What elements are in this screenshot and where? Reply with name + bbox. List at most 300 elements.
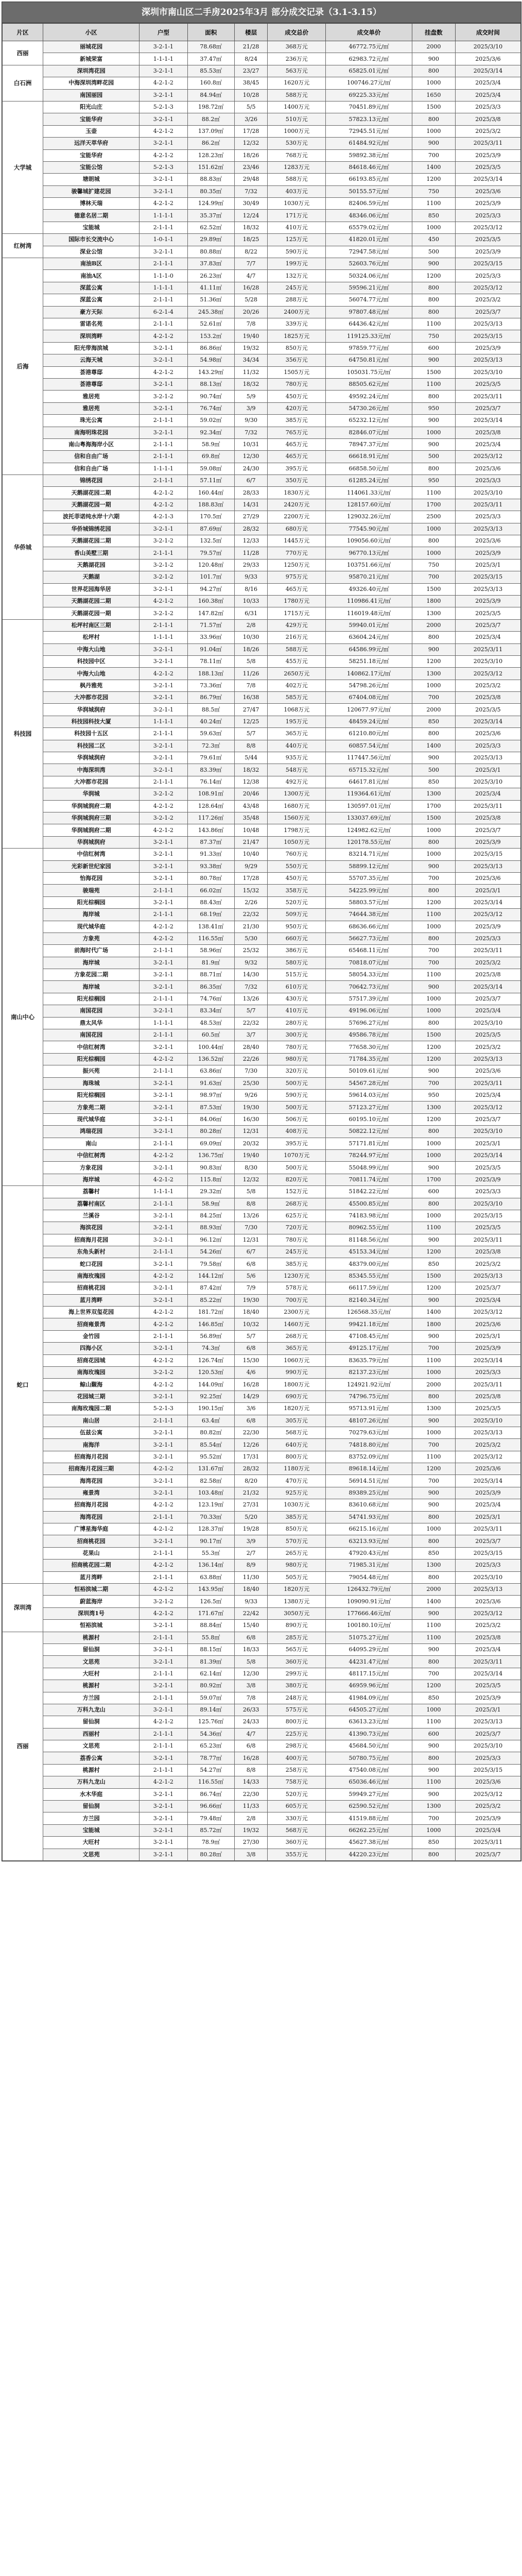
total-price-cell: 430万元: [268, 993, 326, 1005]
table-row: [3, 306, 521, 318]
deal-date-cell: 2025/3/8: [455, 692, 520, 704]
listings-cell: 1500: [412, 812, 455, 824]
table-row: [3, 885, 521, 896]
unit-price-cell: 50109.61元/㎡: [326, 1065, 412, 1077]
unit-price-cell: 61210.80元/㎡: [326, 728, 412, 740]
community-cell: 信和自由广场: [43, 451, 140, 463]
size-cell: 58.9㎡: [187, 1198, 234, 1210]
community-cell: 海湾花园: [43, 1511, 140, 1523]
total-price-cell: 245万元: [268, 1246, 326, 1258]
community-cell: 桃源村: [43, 1632, 140, 1643]
listings-cell: 1000: [412, 1138, 455, 1149]
listings-cell: 1800: [412, 595, 455, 607]
deal-date-cell: 2025/3/9: [455, 1343, 520, 1354]
total-price-cell: 455万元: [268, 655, 326, 667]
total-price-cell: 509万元: [268, 909, 326, 921]
table-row: [3, 378, 521, 390]
size-cell: 171.67㎡: [187, 1607, 234, 1619]
table-row: [3, 1607, 521, 1619]
table-row: [3, 77, 521, 89]
table-row: [3, 740, 521, 752]
table-row: [3, 499, 521, 511]
table-row: [3, 1113, 521, 1125]
deal-date-cell: 2025/3/9: [455, 149, 520, 161]
unit-price-cell: 64095.29元/㎡: [326, 1643, 412, 1655]
deal-date-cell: 2025/3/15: [455, 1210, 520, 1222]
deal-date-cell: 2025/3/8: [455, 1246, 520, 1258]
unit-price-cell: 97859.77元/㎡: [326, 342, 412, 354]
table-row: [3, 1824, 521, 1836]
floor-cell: 9/26: [234, 1089, 268, 1101]
unit-price-cell: 65468.11元/㎡: [326, 945, 412, 957]
total-price-cell: 199万元: [268, 258, 326, 270]
deal-date-cell: 2025/3/15: [455, 1547, 520, 1559]
deal-date-cell: 2025/3/4: [455, 1294, 520, 1306]
community-cell: 豪方天际: [43, 306, 140, 318]
listings-cell: 900: [412, 438, 455, 450]
deal-date-cell: 2025/3/15: [455, 571, 520, 583]
total-price-cell: 1283万元: [268, 161, 326, 173]
listings-cell: 900: [412, 1764, 455, 1776]
deal-date-cell: 2025/3/9: [455, 1812, 520, 1824]
floor-cell: 17/31: [234, 1451, 268, 1463]
table-row: [3, 1439, 521, 1451]
size-cell: 79.61㎡: [187, 752, 234, 764]
total-price-cell: 429万元: [268, 619, 326, 631]
table-body: [3, 41, 521, 1861]
table-row: [3, 704, 521, 716]
table-row: [3, 294, 521, 306]
layout-cell: 4-2-1-2: [140, 1379, 188, 1391]
floor-cell: 8/22: [234, 246, 268, 258]
unit-price-cell: 80962.55元/㎡: [326, 1222, 412, 1234]
size-cell: 80.35㎡: [187, 185, 234, 197]
deal-date-cell: 2025/3/5: [455, 607, 520, 619]
listings-cell: 900: [412, 354, 455, 366]
community-cell: 南海明珠花园: [43, 427, 140, 438]
table-row: [3, 1318, 521, 1330]
unit-price-cell: 59596.21元/㎡: [326, 282, 412, 294]
floor-cell: 20/26: [234, 306, 268, 318]
community-cell: 云海天城: [43, 354, 140, 366]
layout-cell: 2-1-1-1: [140, 222, 188, 233]
transaction-sheet: [2, 2, 521, 1861]
table-row: [3, 511, 521, 523]
listings-cell: 1000: [412, 824, 455, 836]
table-row: [3, 270, 521, 282]
size-cell: 124.99㎡: [187, 198, 234, 210]
layout-cell: 2-1-1-1: [140, 993, 188, 1005]
total-price-cell: 403万元: [268, 185, 326, 197]
floor-cell: 27/29: [234, 511, 268, 523]
unit-price-cell: 41984.09元/㎡: [326, 1692, 412, 1704]
total-price-cell: 515万元: [268, 969, 326, 981]
layout-cell: 2-1-1-1: [140, 1138, 188, 1149]
size-cell: 57.11㎡: [187, 475, 234, 487]
community-cell: 阳光山庄: [43, 101, 140, 113]
total-price-cell: 780万元: [268, 378, 326, 390]
deal-date-cell: 2025/3/13: [455, 318, 520, 330]
size-cell: 59.02㎡: [187, 415, 234, 427]
floor-cell: 22/30: [234, 1788, 268, 1800]
size-cell: 70.33㎡: [187, 1511, 234, 1523]
size-cell: 83.39㎡: [187, 764, 234, 776]
floor-cell: 6/7: [234, 475, 268, 487]
unit-price-cell: 103751.66元/㎡: [326, 559, 412, 571]
deal-date-cell: 2025/3/2: [455, 1439, 520, 1451]
layout-cell: 4-2-1-2: [140, 1149, 188, 1161]
size-cell: 89.14㎡: [187, 1704, 234, 1716]
size-cell: 160.8㎡: [187, 77, 234, 89]
floor-cell: 16/38: [234, 692, 268, 704]
deal-date-cell: 2025/3/10: [455, 1740, 520, 1752]
deal-date-cell: 2025/3/10: [455, 776, 520, 788]
listings-cell: 850: [412, 1692, 455, 1704]
table-row: [3, 716, 521, 727]
listings-cell: 1000: [412, 993, 455, 1005]
community-cell: 大旺村: [43, 1668, 140, 1680]
table-row: [3, 595, 521, 607]
layout-cell: 3-2-1-1: [140, 1041, 188, 1053]
unit-price-cell: 56074.77元/㎡: [326, 294, 412, 306]
community-cell: 天鹅湖花园二期: [43, 535, 140, 547]
deal-date-cell: 2025/3/9: [455, 1487, 520, 1499]
community-cell: 文思苑: [43, 1740, 140, 1752]
deal-date-cell: 2025/3/3: [455, 101, 520, 113]
layout-cell: 3-2-1-1: [140, 1801, 188, 1812]
total-price-cell: 299万元: [268, 1668, 326, 1680]
floor-cell: 29/33: [234, 559, 268, 571]
table-row: [3, 342, 521, 354]
community-cell: 大旺村: [43, 1837, 140, 1849]
unit-price-cell: 83752.09元/㎡: [326, 1451, 412, 1463]
size-cell: 144.12㎡: [187, 1270, 234, 1282]
floor-cell: 9/30: [234, 415, 268, 427]
floor-cell: 13/26: [234, 993, 268, 1005]
layout-cell: 3-2-1-1: [140, 849, 188, 860]
area-cell: 南山中心: [3, 849, 43, 1186]
size-cell: 136.75㎡: [187, 1149, 234, 1161]
deal-date-cell: 2025/3/4: [455, 77, 520, 89]
floor-cell: 10/30: [234, 632, 268, 643]
community-cell: 中信红树湾: [43, 1041, 140, 1053]
deal-date-cell: 2025/3/14: [455, 65, 520, 77]
listings-cell: 900: [412, 1162, 455, 1174]
community-cell: 锦绣花园: [43, 475, 140, 487]
floor-cell: 22/42: [234, 1607, 268, 1619]
listings-cell: 900: [412, 752, 455, 764]
community-cell: 宝能城: [43, 1824, 140, 1836]
community-cell: 珠光公寓: [43, 415, 140, 427]
community-cell: 蔚蓝海岸: [43, 1596, 140, 1607]
deal-date-cell: 2025/3/1: [455, 1330, 520, 1342]
floor-cell: 7/8: [234, 318, 268, 330]
table-row: [3, 1596, 521, 1607]
total-price-cell: 395万元: [268, 1138, 326, 1149]
deal-date-cell: 2025/3/4: [455, 1089, 520, 1101]
deal-date-cell: 2025/3/6: [455, 463, 520, 474]
floor-cell: 10/48: [234, 824, 268, 836]
community-cell: 方象苑: [43, 933, 140, 944]
community-cell: 方象花园: [43, 1162, 140, 1174]
size-cell: 29.89㎡: [187, 234, 234, 246]
table-row: [3, 1475, 521, 1487]
table-row: [3, 1643, 521, 1655]
floor-cell: 29/48: [234, 174, 268, 185]
listings-cell: 800: [412, 1511, 455, 1523]
size-cell: 63.88㎡: [187, 1571, 234, 1583]
table-row: [3, 547, 521, 559]
deal-date-cell: 2025/3/14: [455, 1354, 520, 1366]
community-cell: 科技园十五区: [43, 728, 140, 740]
header-layout: 户型: [140, 24, 188, 41]
deal-date-cell: 2025/3/3: [455, 1560, 520, 1571]
layout-cell: 4-2-1-2: [140, 1318, 188, 1330]
deal-date-cell: 2025/3/10: [455, 1415, 520, 1427]
community-cell: 香山美墅三期: [43, 547, 140, 559]
listings-cell: 1000: [412, 921, 455, 933]
size-cell: 71.57㎡: [187, 619, 234, 631]
layout-cell: 4-2-1-2: [140, 125, 188, 137]
floor-cell: 8/30: [234, 1162, 268, 1174]
layout-cell: 3-2-1-1: [140, 969, 188, 981]
unit-price-cell: 128157.60元/㎡: [326, 499, 412, 511]
floor-cell: 3/6: [234, 1403, 268, 1415]
community-cell: 宝能城: [43, 222, 140, 233]
community-cell: 海岸城: [43, 957, 140, 969]
unit-price-cell: 96770.13元/㎡: [326, 547, 412, 559]
table-row: [3, 1752, 521, 1764]
layout-cell: 3-2-1-1: [140, 1656, 188, 1668]
unit-price-cell: 63213.93元/㎡: [326, 1535, 412, 1547]
unit-price-cell: 48459.24元/㎡: [326, 716, 412, 727]
listings-cell: 1400: [412, 161, 455, 173]
layout-cell: 3-2-1-2: [140, 607, 188, 619]
community-cell: 松坪村南区三期: [43, 619, 140, 631]
floor-cell: 19/32: [234, 342, 268, 354]
table-row: [3, 1126, 521, 1138]
community-cell: 文思苑: [43, 1849, 140, 1860]
listings-cell: 1300: [412, 1403, 455, 1415]
table-row: [3, 149, 521, 161]
table-row: [3, 1463, 521, 1475]
unit-price-cell: 50324.06元/㎡: [326, 270, 412, 282]
layout-cell: 3-2-1-2: [140, 391, 188, 402]
unit-price-cell: 56627.73元/㎡: [326, 933, 412, 944]
total-price-cell: 510万元: [268, 113, 326, 125]
total-price-cell: 500万元: [268, 1077, 326, 1089]
total-price-cell: 1680万元: [268, 800, 326, 812]
unit-price-cell: 97807.48元/㎡: [326, 306, 412, 318]
table-row: [3, 1294, 521, 1306]
listings-cell: 750: [412, 330, 455, 342]
layout-cell: 3-2-1-1: [140, 1620, 188, 1632]
total-price-cell: 2420万元: [268, 499, 326, 511]
community-cell: 阳光棕榈园: [43, 1089, 140, 1101]
table-row: [3, 1499, 521, 1511]
community-cell: 留仙洞: [43, 1643, 140, 1655]
listings-cell: 1500: [412, 583, 455, 595]
deal-date-cell: 2025/3/8: [455, 1632, 520, 1643]
listings-cell: 1000: [412, 125, 455, 137]
community-cell: 华润城润府二期: [43, 824, 140, 836]
floor-cell: 18/26: [234, 149, 268, 161]
size-cell: 88.43㎡: [187, 896, 234, 908]
unit-price-cell: 64617.81元/㎡: [326, 776, 412, 788]
listings-cell: 900: [412, 1487, 455, 1499]
table-row: [3, 1692, 521, 1704]
community-cell: 蓝月湾畔: [43, 1571, 140, 1583]
table-row: [3, 185, 521, 197]
deal-date-cell: 2025/3/5: [455, 1162, 520, 1174]
unit-price-cell: 77658.30元/㎡: [326, 1041, 412, 1053]
deal-date-cell: 2025/3/8: [455, 812, 520, 824]
deal-date-cell: 2025/3/6: [455, 1065, 520, 1077]
floor-cell: 6/8: [234, 1343, 268, 1354]
size-cell: 126.5㎡: [187, 1596, 234, 1607]
layout-cell: 3-2-1-1: [140, 836, 188, 848]
table-row: [3, 668, 521, 680]
layout-cell: 3-2-1-1: [140, 1222, 188, 1234]
unit-price-cell: 77545.90元/㎡: [326, 523, 412, 535]
listings-cell: 800: [412, 113, 455, 125]
unit-price-cell: 45153.34元/㎡: [326, 1246, 412, 1258]
size-cell: 79.48㎡: [187, 1812, 234, 1824]
table-row: [3, 174, 521, 185]
size-cell: 160.44㎡: [187, 487, 234, 499]
listings-cell: 800: [412, 1198, 455, 1210]
listings-cell: 1700: [412, 1174, 455, 1185]
unit-price-cell: 70811.74元/㎡: [326, 1174, 412, 1185]
unit-price-cell: 68636.66元/㎡: [326, 921, 412, 933]
unit-price-cell: 63613.23元/㎡: [326, 1716, 412, 1728]
floor-cell: 30/49: [234, 198, 268, 210]
listings-cell: 800: [412, 65, 455, 77]
header-total-price: 成交总价: [268, 24, 326, 41]
listings-cell: 1000: [412, 680, 455, 691]
listings-cell: 1000: [412, 547, 455, 559]
table-row: [3, 1041, 521, 1053]
deal-date-cell: 2025/3/15: [455, 1764, 520, 1776]
floor-cell: 3/8: [234, 1849, 268, 1860]
layout-cell: 3-2-1-1: [140, 113, 188, 125]
unit-price-cell: 55707.35元/㎡: [326, 872, 412, 884]
table-row: [3, 969, 521, 981]
total-price-cell: 492万元: [268, 776, 326, 788]
layout-cell: 2-1-1-1: [140, 1668, 188, 1680]
table-row: [3, 655, 521, 667]
layout-cell: 3-2-1-1: [140, 378, 188, 390]
community-cell: 深圳湾畔: [43, 330, 140, 342]
listings-cell: 1100: [412, 318, 455, 330]
total-price-cell: 610万元: [268, 981, 326, 993]
unit-price-cell: 124921.92元/㎡: [326, 1379, 412, 1391]
floor-cell: 11/30: [234, 1571, 268, 1583]
community-cell: 大冲都市花园: [43, 692, 140, 704]
table-row: [3, 1632, 521, 1643]
size-cell: 59.63㎡: [187, 728, 234, 740]
listings-cell: 1500: [412, 1029, 455, 1041]
size-cell: 91.63㎡: [187, 1077, 234, 1089]
community-cell: 留仙洞: [43, 1716, 140, 1728]
floor-cell: 22/26: [234, 1053, 268, 1065]
layout-cell: 4-2-1-2: [140, 198, 188, 210]
community-cell: 深蓝公寓: [43, 282, 140, 294]
size-cell: 147.82㎡: [187, 607, 234, 619]
table-row: [3, 632, 521, 643]
total-price-cell: 245万元: [268, 282, 326, 294]
floor-cell: 5/8: [234, 1656, 268, 1668]
total-price-cell: 1620万元: [268, 77, 326, 89]
floor-cell: 18/32: [234, 378, 268, 390]
listings-cell: 1000: [412, 77, 455, 89]
unit-price-cell: 74183.98元/㎡: [326, 1210, 412, 1222]
size-cell: 80.28㎡: [187, 1126, 234, 1138]
floor-cell: 13/26: [234, 1210, 268, 1222]
layout-cell: 2-1-1-1: [140, 1547, 188, 1559]
table-row: [3, 402, 521, 414]
total-price-cell: 1070万元: [268, 1149, 326, 1161]
unit-price-cell: 46772.75元/㎡: [326, 41, 412, 53]
table-row: [3, 1764, 521, 1776]
floor-cell: 19/30: [234, 1294, 268, 1306]
unit-price-cell: 89389.25元/㎡: [326, 1487, 412, 1499]
listings-cell: 800: [412, 1126, 455, 1138]
layout-cell: 3-2-1-1: [140, 1824, 188, 1836]
total-price-cell: 365万元: [268, 728, 326, 740]
floor-cell: 2/8: [234, 619, 268, 631]
deal-date-cell: 2025/3/11: [455, 499, 520, 511]
listings-cell: 1200: [412, 655, 455, 667]
deal-date-cell: 2025/3/13: [455, 1270, 520, 1282]
total-price-cell: 768万元: [268, 149, 326, 161]
deal-date-cell: 2025/3/9: [455, 595, 520, 607]
unit-price-cell: 50780.75元/㎡: [326, 1752, 412, 1764]
unit-price-cell: 126432.79元/㎡: [326, 1584, 412, 1596]
layout-cell: 3-2-1-1: [140, 1439, 188, 1451]
listings-cell: 1200: [412, 1041, 455, 1053]
unit-price-cell: 59940.01元/㎡: [326, 619, 412, 631]
floor-cell: 8/24: [234, 53, 268, 65]
deal-date-cell: 2025/3/7: [455, 993, 520, 1005]
deal-date-cell: 2025/3/1: [455, 1704, 520, 1716]
floor-cell: 11/33: [234, 1801, 268, 1812]
layout-cell: 3-2-1-1: [140, 1282, 188, 1294]
size-cell: 54.27㎡: [187, 1764, 234, 1776]
size-cell: 26.23㎡: [187, 270, 234, 282]
total-price-cell: 1230万元: [268, 1270, 326, 1282]
listings-cell: 900: [412, 415, 455, 427]
table-row: [3, 849, 521, 860]
total-price-cell: 568万元: [268, 1824, 326, 1836]
area-cell: 深圳湾: [3, 1584, 43, 1632]
area-cell: 大学城: [3, 101, 43, 233]
listings-cell: 800: [412, 728, 455, 740]
community-cell: 海湾花园: [43, 1475, 140, 1487]
listings-cell: 900: [412, 643, 455, 655]
layout-cell: 2-1-1-1: [140, 451, 188, 463]
listings-cell: 1300: [412, 788, 455, 800]
unit-price-cell: 110986.41元/㎡: [326, 595, 412, 607]
table-row: [3, 1222, 521, 1234]
layout-cell: 2-1-1-1: [140, 619, 188, 631]
table-row: [3, 463, 521, 474]
total-price-cell: 288万元: [268, 294, 326, 306]
listings-cell: 1000: [412, 1366, 455, 1378]
total-price-cell: 285万元: [268, 1632, 326, 1643]
deal-date-cell: 2025/3/14: [455, 716, 520, 727]
unit-price-cell: 54798.26元/㎡: [326, 680, 412, 691]
